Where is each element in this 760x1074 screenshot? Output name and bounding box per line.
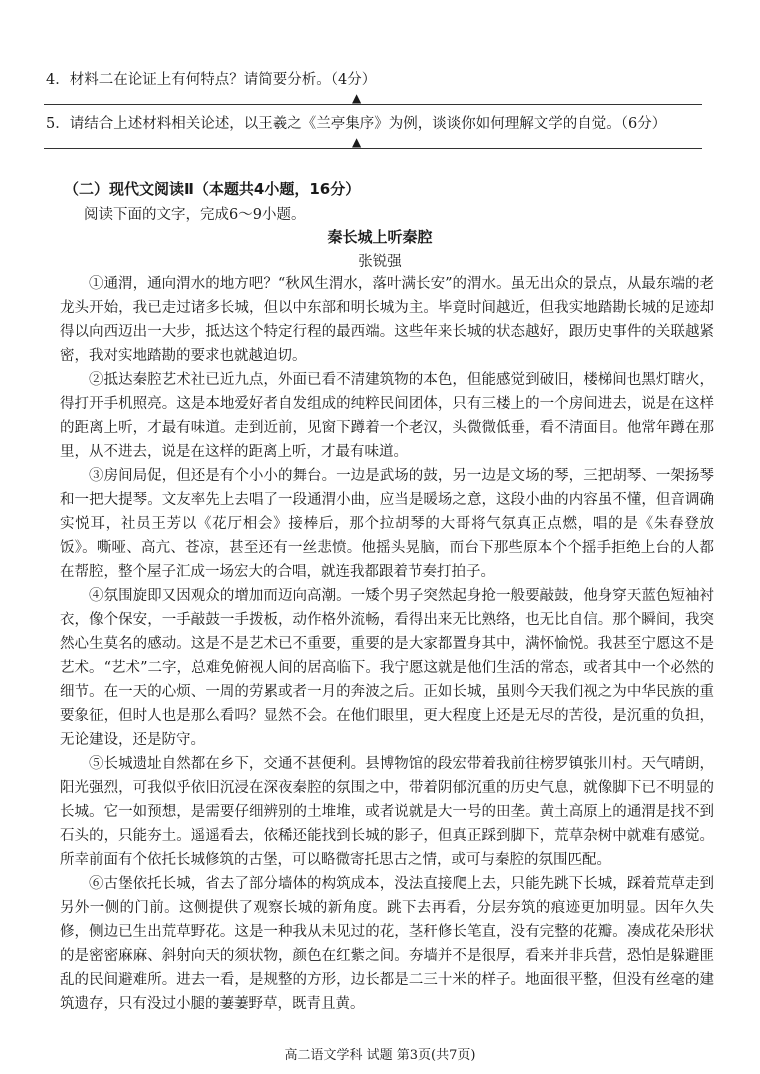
answer-line-q4 <box>44 104 702 105</box>
section-instruction: 阅读下面的文字，完成6～9小题。 <box>84 207 306 223</box>
paragraph-1: ①通渭，通向渭水的地方吧？“秋风生渭水，落叶满长安”的渭水。虽无出众的景点，从最东端的老龙头开始，我已走过诸多长城，但以中东部和明长城为主。毕竟时间越近，但我实地踏勘长城的足迹却得以向西迈出一大步，抵达这个特定行程的最西端。这些年来长城的状态越好，跟历史事件的关联越紧密，我对实地踏勘的要求也就越迫切。 <box>60 276 714 364</box>
question-5: 5．请结合上述材料相关论述，以王羲之《兰亭集序》为例，谈谈你如何理解文学的自觉。（6分） <box>46 116 667 132</box>
answer-marker-q4: ▲ <box>352 91 362 105</box>
page-footer: 高二语文学科 试题 第3页(共7页) <box>284 1048 476 1063</box>
paragraph-6: ⑥古堡依托长城，省去了部分墙体的构筑成本，没法直接爬上去，只能先跳下长城，踩着荒草走到另外一侧的门前。这侧提供了观察长城的新角度。跳下去再看，分层夯筑的痕迹更加明显。因年久失修，侧边已生出荒草野花。这是一种我从未见过的花，茎秆修长笔直，没有完整的花瓣。凑成花朵形状的是密密麻麻、斜射向天的须状物，颜色在红紫之间。夯墙并不是很厚，看来并非兵营，恐怕是躲避匪乱的民间避难所。进去一看，是规整的方形，边长都是二三十米的样子。地面很平整，但没有丝毫的建筑遗存，只有没过小腿的萋萋野草，既青且黄。 <box>60 876 714 1012</box>
section-heading: （二）现代文阅读Ⅱ（本题共4小题，16分） <box>64 180 361 198</box>
article-author: 张锐强 <box>358 254 402 270</box>
answer-line-q5 <box>44 148 702 149</box>
paragraph-3: ③房间局促，但还是有个小小的舞台。一边是武场的鼓，另一边是文场的琴，三把胡琴、一架扬琴和一把大提琴。文友率先上去唱了一段通渭小曲，应当是暖场之意，这段小曲的内容虽不懂，但音调确实悦耳，社员王芳以《花厅相会》接棒后，那个拉胡琴的大哥将气氛真正点燃，唱的是《朱春登放饭》。嘶哑、高亢、苍凉，甚至还有一丝悲愤。他摇头晃脑，而台下那些原本个个摇手拒绝上台的人都在帮腔，整个屋子汇成一场宏大的合唱，就连我都跟着节奏打拍子。 <box>60 468 714 580</box>
article-title: 秦长城上听秦腔 <box>327 228 433 246</box>
answer-marker-q5: ▲ <box>352 135 362 149</box>
paragraph-5: ⑤长城遗址自然都在乡下，交通不甚便利。县博物馆的段宏带着我前往榜罗镇张川村。天气晴朗，阳光强烈，可我似乎依旧沉浸在深夜秦腔的氛围之中，带着阴郁沉重的历史气息，就像脚下已不明显的长城。它一如预想，是需要仔细辨别的土堆堆，或者说就是大一号的田垄。黄土高原上的通渭是找不到石头的，只能夯土。遥遥看去，依稀还能找到长城的影子，但真正踩到脚下，荒草杂树中就难有感觉。所幸前面有个依托长城修筑的古堡，可以略微寄托思古之情，或可与秦腔的氛围匹配。 <box>60 756 714 868</box>
paragraph-4: ④氛围旋即又因观众的增加而迈向高潮。一矮个男子突然起身抢一般要敲鼓，他身穿天蓝色短袖衬衣，像个保安，一手敲鼓一手拨板，动作格外流畅，看得出来无比熟络，也无比自信。那个瞬间，我突然心生莫名的感动。这是不是艺术已不重要，重要的是大家都置身其中，满怀愉悦。我甚至宁愿这不是艺术。“艺术”二字，总难免俯视人间的居高临下。我宁愿这就是他们生活的常态，或者其中一个必然的细节。在一天的心烦、一周的劳累或者一月的奔波之后。正如长城，虽则今天我们视之为中华民族的重要象征，但时人也是那么看吗？显然不会。在他们眼里，更大程度上还是无尽的苦役，是沉重的负担，无论建设，还是防守。 <box>60 588 714 748</box>
article-body <box>60 272 714 1016</box>
paragraph-2: ②抵达秦腔艺术社已近九点，外面已看不清建筑物的本色，但能感觉到破旧，楼梯间也黑灯瞎火，得打开手机照亮。这是本地爱好者自发组成的纯粹民间团体，只有三楼上的一个房间进去，说是在这样的距离上听，才最有味道。走到近前，见窗下蹲着一个老汉，头微微低垂，看不清面目。他常年蹲在那里，从不进去，说是在这样的距离上听，才最有味道。 <box>60 372 714 460</box>
question-4: 4．材料二在论证上有何特点？请简要分析。（4分） <box>46 72 377 88</box>
